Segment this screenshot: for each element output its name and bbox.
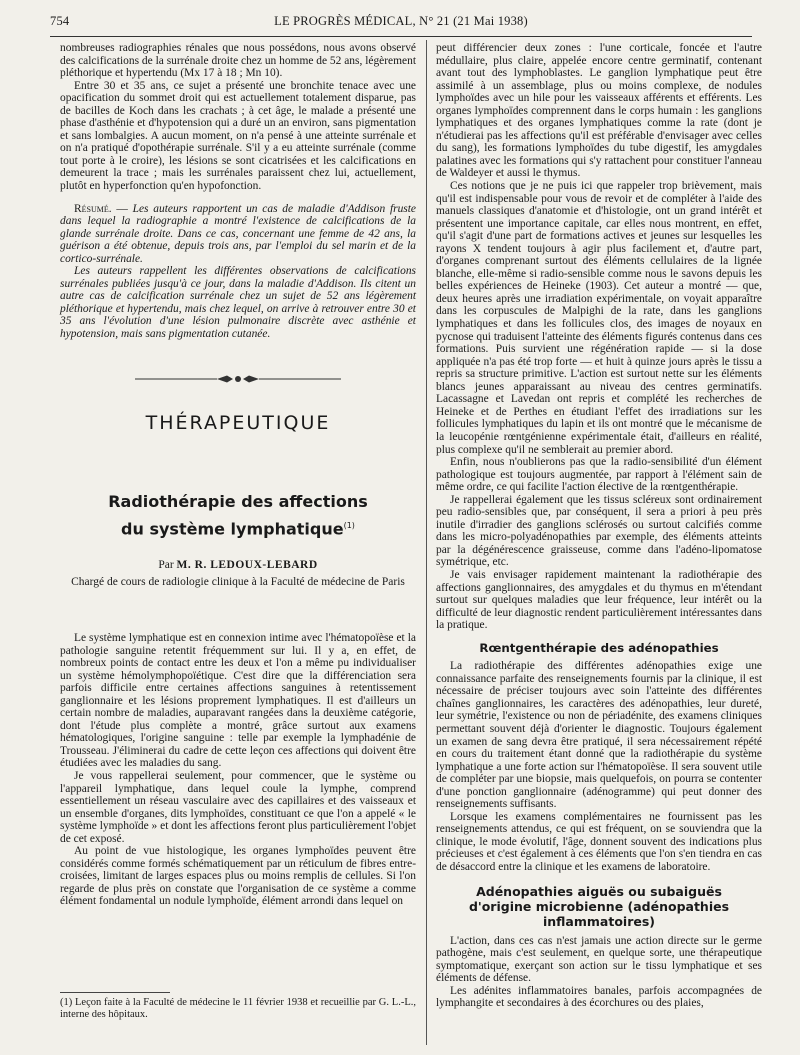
paragraph: Lorsque les examens complémentaires ne fournissent pas les renseignements attendus, ce qui est fréquent, on se souviendra que la clinique, le mode évolutif, l'âge, donnent souvent des indications plus précieuses et c'est également à ces éléments que l'on s'en tiendra en cas de désaccord entre la clinique et les examens de laboratoire.	[436, 810, 762, 873]
resume-label: Résumé. —	[74, 202, 128, 215]
paragraph: nombreuses radiographies rénales que nous possédons, nous avons observé des calcifications de la surrénale droite chez un homme de 52 ans, légèrement pléthorique et hypertendu (Mx 17 à 18 ; Mn 10).	[60, 42, 417, 80]
paragraph: La radiothérapie des différentes adénopathies exige une connaissance parfaite des renseignements fournis par la clinique, il est nécessaire de préciser toujours avec soin l'atteinte des différentes chaînes ganglionnaires, les caractères des adénopathies, leur dureté, leur symétrie, l'existence ou non de périadénite, des examens cliniques permettant souvent déjà d'orienter le diagnostic. Toujours également un examen de sang devra être pratiqué, il sera nécessairement répété en cours du traitement étant donné que la radiothérapie du système lymphatique a une forte action sur l'hématopoïèse. Il sera souvent utile de compléter par une biopsie, mais quelquefois, on pourra se contenter d'une ponction ganglionnaire (adénogramme) qui peut donner des renseignements suffisants.	[436, 660, 762, 811]
right-column	[436, 42, 762, 1010]
subheading-2: Adénopathies aiguës ou subaiguës d'origine microbienne (adénopathies inflammatoires)	[468, 883, 730, 929]
column-divider	[426, 40, 427, 1045]
paragraph: Entre 30 et 35 ans, ce sujet a présenté une bronchite tenace avec une opacification du sommet droit qui est actuellement totalement disparue, pas de bacilles de Koch dans les crachats ; à cet âge, le malade a présenté une phase d'asthénie et d'hypotension qui a duré un an environ, sans pigmentation et sans lombalgies. A aucun moment, on n'a pensé à une atteinte surrénale et on n'a pratiqué d'opothérapie surrénale. S'il y a eu atteinte surrénale (comme tout porte à le croire), les lésions se sont cicatrisées et les calcifications en demeurent la trace ; mais les surrénales paraissent chez lui, actuellement, plutôt en hyperfonction qu'en hypofonction.	[60, 79, 416, 193]
ornament-divider	[135, 374, 341, 384]
byline: Par M. R. LEDOUX-LEBARD	[158, 559, 318, 571]
paragraph: Je rappellerai également que les tissus scléreux sont ordinairement peu radio-sensibles que, par conséquent, il sera a priori à peu près inutile d'irradier des ganglions sclérosés ou surtout calcifiés comme dans les micro-polyadénopathies par exemple, des éléments atteints par la dégénérescence graisseuse, comme dans l'adéno-lipomatose symétrique, etc.	[436, 493, 762, 569]
resume-paragraph-2: Les auteurs rappellent les différentes observations de calcifications surrénales publiées jusqu'à ce jour, dans la maladie d'Addison. Ils citent un autre cas de calcification surrénale chez un sujet de 52 ans légèrement pléthorique et hypertendu, mais chez lequel, on arrive à retrouver entre 30 et 35 ans l'évolution d'une lésion pulmonaire discrète avec asthénie et hypotension, mais sans pigmentation cutanée.	[60, 265, 416, 341]
section-title: THÉRAPEUTIQUE	[145, 412, 331, 434]
article-title-line: Radiothérapie des affections	[108, 492, 368, 511]
subheading: Rœntgenthérapie des adénopathies	[479, 640, 719, 655]
article-title	[60, 490, 416, 541]
paragraph: Les adénites inflammatoires banales, parfois accompagnées de lymphangite et secondaires à des écorchures ou des plaies,	[436, 984, 762, 1010]
paragraph: Ces notions que je ne puis ici que rappeler trop brièvement, mais qu'il est indispensable pour vous de revoir et de compléter à l'aide des manuels classiques d'anatomie et d'histologie, ont un grand intérêt et présentent une importance capitale, car elles nous montrent, en effet, qu'il s'agit d'une part de formations actives et jeunes sur lesquelles les rayons X tendent toujours à agir plus facilement et, d'autre part, d'organes comprenant surtout des éléments cellulaires de la lignée blanche, elle-même si radio-sensible comme nous le savons depuis les belles expériences de Heineke (1903). Cet auteur a montré — que, deux heures après une irradiation expérimentale, on voyait apparaître dans les corpuscules de Malpighi de la rate, dans les ganglions lymphatiques et dans les follicules clos, des images de noyaux en pycnose qui traduisent l'atteinte des éléments figurés contenus dans ces formations. Puis survient une régénération rapide — si la dose appliquée n'a pas été trop forte — et huit à quinze jours après le tissu a repris sa structure primitive. L'action est surtout nette sur les éléments blancs jeunes apparaissant au niveau des centres germinatifs. Lacassagne et Lavedan ont repris et complété les recherches de Heineke et de Perthes en étudiant l'effet des irradiations sur les follicules lymphatiques du lapin et ils ont montré que le mécanisme de la leucopénie rœntgénienne expérimentale était, d'ailleurs en réalité, plus complexe qu'il ne semblerait au premier abord.	[436, 180, 762, 456]
paragraph: L'action, dans ces cas n'est jamais une action directe sur le germe pathogène, mais c'est seulement, en quelque sorte, une thérapeutique symptomatique, exerçant son action sur le tissu lymphatique et ses éléments de défense.	[436, 934, 762, 985]
page-number: 754	[50, 14, 70, 28]
paragraph: Enfin, nous n'oublierons pas que la radio-sensibilité d'un élément pathologique est toujours augmentée, par rapport à l'élément sain de même ordre, ce qui facilite l'action élective de la rœntgenthérapie.	[436, 456, 762, 494]
paragraph: Je vais envisager rapidement maintenant la radiothérapie des affections ganglionnaires, des amygdales et du thymus en m'étendant surtout sur quelques maladies que leur fréquence, leur intérêt ou la difficulté de leur diagnostic rendent particulièrement intéressantes dans la pratique.	[436, 568, 762, 632]
resume-text: Les auteurs rapportent un cas de maladie d'Addison fruste dans lequel la radiographie a montré l'existence de calcifications de la glande surrénale droite. Dans ce cas, concernant une femme de 42 ans, la guérison a été obtenue, depuis trois ans, par l'emploi du sel marin et de la cortico-surrénale.	[60, 202, 416, 265]
author-affiliation: Chargé de cours de radiologie clinique à la Faculté de médecine de Paris	[71, 576, 405, 588]
footnote-marker: (1)	[343, 521, 355, 530]
footnote-rule	[60, 992, 170, 993]
paragraph: Au point de vue histologique, les organes lymphoïdes peuvent être considérés comme formés schématiquement par un réticulum de fibres entre-croisées, limitant de larges espaces plus ou moins remplis de cellules. Si l'on regarde de plus près on constate que l'organisation de ce système a comme élément fondamental un nodule lymphoïde, élément arrondi dans lequel on	[60, 845, 416, 908]
paragraph: Le système lymphatique est en connexion intime avec l'hématopoïèse et la pathologie sanguine retentit fréquemment sur lui. Il y a, en effet, de nombreux points de contact entre les deux et l'on a même pu individualiser un système hémolymphopoïétique. C'est dire que la différenciation sera parfois difficile entre certaines affections sanguines à retentissement ganglionnaire et les lésions proprement lymphatiques. Il est d'ailleurs un certain nombre de maladies, auparavant rangées dans la deuxième catégorie, dont l'étude plus complète a montré, grâce surtout aux examens hématologiques, l'origine sanguine : telle par exemple la lymphadénie de Trousseau. J'éliminerai du cadre de cette leçon ces affections qui doivent être étudiées avec les maladies du sang.	[60, 632, 416, 770]
left-column-body	[60, 632, 416, 908]
header-rule	[50, 36, 752, 37]
running-head	[50, 14, 752, 34]
paragraph: peut différencier deux zones : l'une corticale, foncée et l'autre médullaire, plus claire, appelée encore centre germinatif, contenant avant tout des lymphoblastes. Le ganglion lymphatique peut être assimilé à un assemblage, plus ou moins complexe, de nodules lymphoïdes avec un hile pour les vaisseaux afférents et efférents. Les organes lymphoïdes comprennent dans le corps humain : les ganglions lymphatiques et des organes lymphatiques comme la rate (dont je n'étudierai pas les affections qu'il est préférable d'envisager avec celles du sang), les formations lymphoïdes du tube digestif, les amygdales palatines avec les formations qui s'y rattachent pour constituer l'anneau de Waldeyer et aussi le thymus.	[436, 42, 762, 180]
article-title-line-2: du système lymphatique$^{(1)}$	[121, 519, 355, 539]
journal-title: LE PROGRÈS MÉDICAL, N° 21 (21 Mai 1938)	[274, 14, 528, 28]
author-name: M. R. LEDOUX-LEBARD	[176, 559, 318, 571]
footnote: (1) Leçon faite à la Faculté de médecine le 11 février 1938 et recueillie par G. L.-L., interne des hôpitaux.	[60, 997, 416, 1020]
paragraph: Je vous rappellerai seulement, pour commencer, que le système ou l'appareil lymphatique, dans lequel coule la lymphe, comprend essentiellement un réseau vasculaire avec des capillaires et des vaisseaux et un ensemble d'organes, dits lymphoïdes, constituant ce que l'on a appelé « le système lymphoïde » et dont les affections feront plus particulièrement l'objet de cet exposé.	[60, 770, 416, 845]
left-column-top	[60, 42, 416, 341]
resume-paragraph	[60, 203, 416, 266]
